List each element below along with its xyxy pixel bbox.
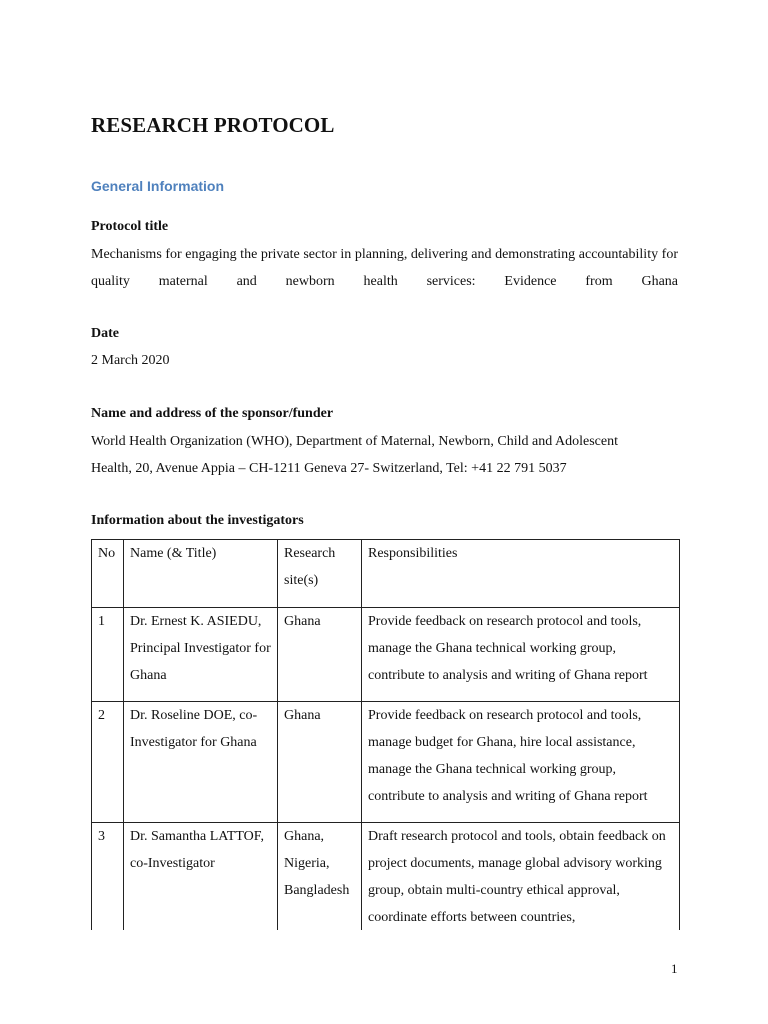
investigators-table bbox=[91, 539, 680, 930]
cell-name: Dr. Roseline DOE, co-Investigator for Ghana bbox=[124, 702, 278, 823]
date-text: 2 March 2020 bbox=[91, 353, 170, 368]
sponsor-address-line-2: Health, 20, Avenue Appia – CH-1211 Geneva 27- Switzerland, Tel: +41 22 791 5037 bbox=[91, 461, 567, 476]
investigators-label: Information about the investigators bbox=[91, 513, 304, 528]
page-number: 1 bbox=[671, 961, 678, 976]
cell-no: 3 bbox=[92, 823, 124, 931]
header-research-site: Research site(s) bbox=[278, 540, 362, 608]
cell-responsibilities: Provide feedback on research protocol and tools, manage the Ghana technical working group, contribute to analysis and writing of Ghana report bbox=[362, 608, 680, 702]
protocol-title-text: Mechanisms for engaging the private sector in planning, delivering and demonstrating accountability for quality maternal and newborn health services: Evidence from Ghana bbox=[91, 247, 678, 289]
cell-responsibilities: Draft research protocol and tools, obtain feedback on project documents, manage global advisory working group, obtain multi-country ethical approval, coordinate efforts between countries, bbox=[362, 823, 680, 931]
cell-name: Dr. Ernest K. ASIEDU, Principal Investigator for Ghana bbox=[124, 608, 278, 702]
sponsor-label: Name and address of the sponsor/funder bbox=[91, 406, 334, 421]
cell-responsibilities: Provide feedback on research protocol and tools, manage budget for Ghana, hire local assistance, manage the Ghana technical working group, contribute to analysis and writing of Ghana report bbox=[362, 702, 680, 823]
table-row bbox=[92, 823, 680, 931]
table-row bbox=[92, 702, 680, 823]
date-label: Date bbox=[91, 326, 119, 341]
header-name: Name (& Title) bbox=[124, 540, 278, 608]
sponsor-address-line-1: World Health Organization (WHO), Department of Maternal, Newborn, Child and Adolescent bbox=[91, 434, 618, 449]
protocol-title-label: Protocol title bbox=[91, 219, 169, 234]
cell-site: Ghana bbox=[278, 608, 362, 702]
header-no: No bbox=[92, 540, 124, 608]
cell-name: Dr. Samantha LATTOF, co-Investigator bbox=[124, 823, 278, 931]
document-title: RESEARCH PROTOCOL bbox=[91, 113, 335, 137]
cell-no: 1 bbox=[92, 608, 124, 702]
cell-no: 2 bbox=[92, 702, 124, 823]
header-responsibilities: Responsibilities bbox=[362, 540, 680, 608]
cell-site: Ghana, Nigeria, Bangladesh bbox=[278, 823, 362, 931]
table-row bbox=[92, 608, 680, 702]
section-heading-general-information: General Information bbox=[91, 178, 225, 194]
cell-site: Ghana bbox=[278, 702, 362, 823]
table-header-row bbox=[92, 540, 680, 608]
